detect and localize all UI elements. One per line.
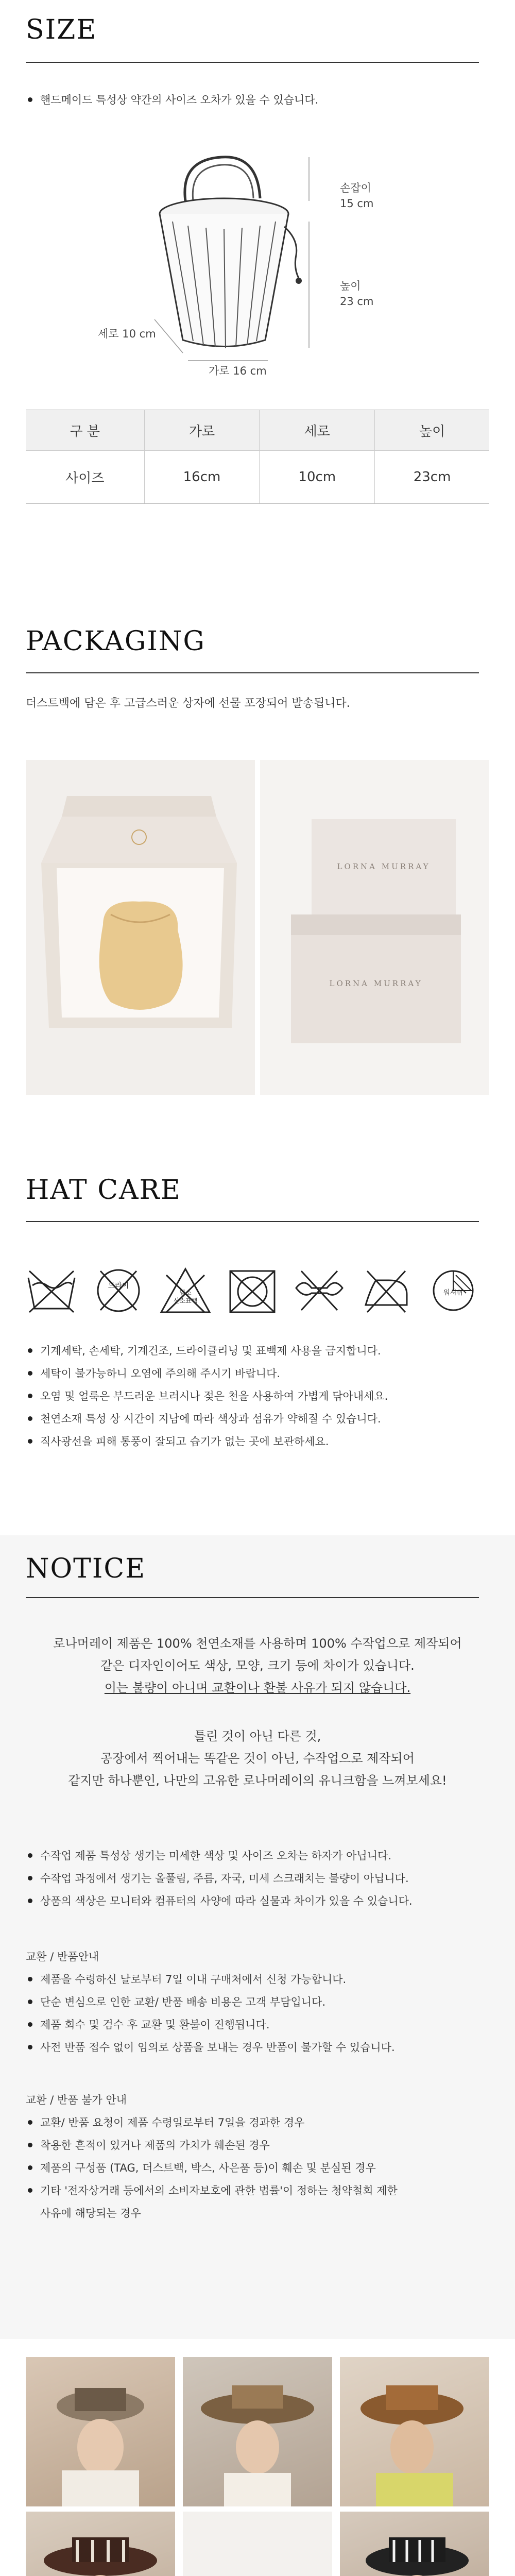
svg-text:산소표백: 산소표백 <box>173 1297 198 1304</box>
depth-label: 세로 10 cm <box>98 328 156 340</box>
no-tumble-dry-icon <box>224 1265 281 1316</box>
list-item: 제품 회수 및 검수 후 교환 및 환불이 진행됩니다. <box>26 2013 500 2036</box>
list-item: 기타 '전자상거래 등에서의 소비자보호에 관한 법률'이 정하는 청약철회 제한 <box>26 2179 500 2202</box>
list-item: 제품을 수령하신 날로부터 7일 이내 구매처에서 신청 가능합니다. <box>26 1968 500 1991</box>
gallery-photo <box>26 2357 175 2506</box>
packaging-description: 더스트백에 담은 후 고급스러운 상자에 선물 포장되어 발송됩니다. <box>26 697 350 710</box>
handle-value: 15 cm <box>340 197 374 210</box>
shade-dry-label: 워셔쉬 <box>443 1289 463 1297</box>
list-item: 단순 변심으로 인한 교환/ 반품 배송 비용은 고객 부담입니다. <box>26 1991 500 2013</box>
notice-intro-underlined: 이는 불량이 아니며 교환이나 환불 사유가 되지 않습니다. <box>104 1681 411 1695</box>
gallery-photo <box>340 2357 489 2506</box>
notice-statement-line: 틀린 것이 아닌 다른 것, <box>194 1729 321 1743</box>
table-cell: 16cm <box>144 451 260 504</box>
table-row <box>26 451 489 504</box>
no-wash-icon <box>23 1265 80 1316</box>
no-dry-clean-icon <box>90 1265 147 1316</box>
list-item: 천연소재 특성 상 시간이 지남에 따라 색상과 섬유가 약해질 수 있습니다. <box>26 1408 489 1430</box>
svg-text:염소: 염소 <box>179 1289 192 1296</box>
notice-statement-line: 같지만 하나뿐인, 나만의 고유한 로나머레이의 유니크함을 느껴보세요! <box>68 1773 447 1788</box>
box-brand-bottom: LORNA MURRAY <box>329 979 423 988</box>
hat-care-divider <box>26 1221 479 1222</box>
no-exchange-list <box>26 2111 500 2225</box>
notice-divider <box>26 1597 479 1598</box>
list-item: 착용한 흔적이 있거나 제품의 가치가 훼손된 경우 <box>26 2134 500 2157</box>
no-bleach-icon <box>157 1265 214 1316</box>
table-cell: 23cm <box>375 451 489 504</box>
box-brand-top: LORNA MURRAY <box>337 862 431 871</box>
list-item: 제품의 구성품 (TAG, 더스트백, 박스, 사은품 등)이 훼손 및 분실된 경우 <box>26 2157 500 2179</box>
hat-care-title: HAT CARE <box>26 1175 181 1206</box>
size-title: SIZE <box>26 14 97 45</box>
packaging-title: PACKAGING <box>26 626 205 657</box>
size-notes <box>26 89 318 111</box>
list-item: 세탁이 불가능하니 오염에 주의해 주시기 바랍니다. <box>26 1362 489 1385</box>
width-label: 가로 16 cm <box>209 365 267 377</box>
hat-care-list <box>26 1340 489 1453</box>
notice-title: NOTICE <box>26 1553 146 1584</box>
notice-intro-line: 같은 디자인이어도 색상, 모양, 크기 등에 차이가 있습니다. <box>100 1658 415 1673</box>
handle-label: 손잡이 <box>340 182 371 194</box>
packaging-divider <box>26 672 479 673</box>
list-item-continuation: 사유에 해당되는 경우 <box>40 2207 141 2219</box>
table-cell: 10cm <box>260 451 375 504</box>
no-wring-icon <box>291 1265 348 1316</box>
table-header: 세로 <box>260 410 375 451</box>
table-header: 높이 <box>375 410 489 451</box>
notice-intro-line: 로나머레이 제품은 100% 천연소재를 사용하며 100% 수작업으로 제작되어 <box>53 1636 462 1651</box>
table-header: 가로 <box>144 410 260 451</box>
basket-size-diagram <box>144 149 360 381</box>
size-divider <box>26 62 479 63</box>
notice-statement-line: 공장에서 찍어내는 똑같은 것이 아닌, 수작업으로 제작되어 <box>100 1751 415 1766</box>
list-item: 직사광선을 피해 통풍이 잘되고 습기가 없는 곳에 보관하세요. <box>26 1430 489 1453</box>
table-cell: 사이즈 <box>26 451 144 504</box>
gallery-photo <box>340 2512 489 2576</box>
height-value: 23 cm <box>340 295 374 308</box>
list-item: 수작업 제품 특성상 생기는 미세한 색상 및 사이즈 오차는 하자가 아닙니다. <box>26 1844 500 1867</box>
exchange-title: 교환 / 반품안내 <box>26 1951 99 1963</box>
list-item: 사전 반품 접수 없이 임의로 상품을 보내는 경우 반품이 불가할 수 있습니다. <box>26 2036 500 2059</box>
closed-box-photo <box>260 760 489 1095</box>
size-note: 핸드메이드 특성상 약간의 사이즈 오차가 있을 수 있습니다. <box>26 89 318 111</box>
height-label: 높이 <box>340 280 361 292</box>
list-item: 교환/ 반품 요청이 제품 수령일로부터 7일을 경과한 경우 <box>26 2111 500 2134</box>
gallery-photo <box>183 2357 332 2506</box>
list-item: 상품의 색상은 모니터와 컴퓨터의 사양에 따라 실물과 차이가 있을 수 있습니다. <box>26 1890 500 1912</box>
gallery-brand-tile <box>183 2512 332 2576</box>
list-item: 기계세탁, 손세탁, 기계건조, 드라이클리닝 및 표백제 사용을 금지합니다. <box>26 1340 489 1362</box>
dry-clean-label: 드라이 <box>108 1282 129 1290</box>
table-header: 구 분 <box>26 410 144 451</box>
exchange-list <box>26 1968 500 2059</box>
notice-list <box>26 1844 500 1912</box>
no-iron-icon <box>358 1265 415 1316</box>
no-exchange-title: 교환 / 반품 불가 안내 <box>26 2094 127 2106</box>
shade-dry-icon <box>425 1265 482 1316</box>
list-item: 수작업 과정에서 생기는 올풀림, 주름, 자국, 미세 스크래치는 불량이 아닙니다. <box>26 1867 500 1890</box>
list-item: 오염 및 얼룩은 부드러운 브러시나 젖은 천을 사용하여 가볍게 닦아내세요. <box>26 1385 489 1408</box>
gallery-photo <box>26 2512 175 2576</box>
open-box-photo <box>26 760 255 1095</box>
size-table <box>26 410 489 504</box>
